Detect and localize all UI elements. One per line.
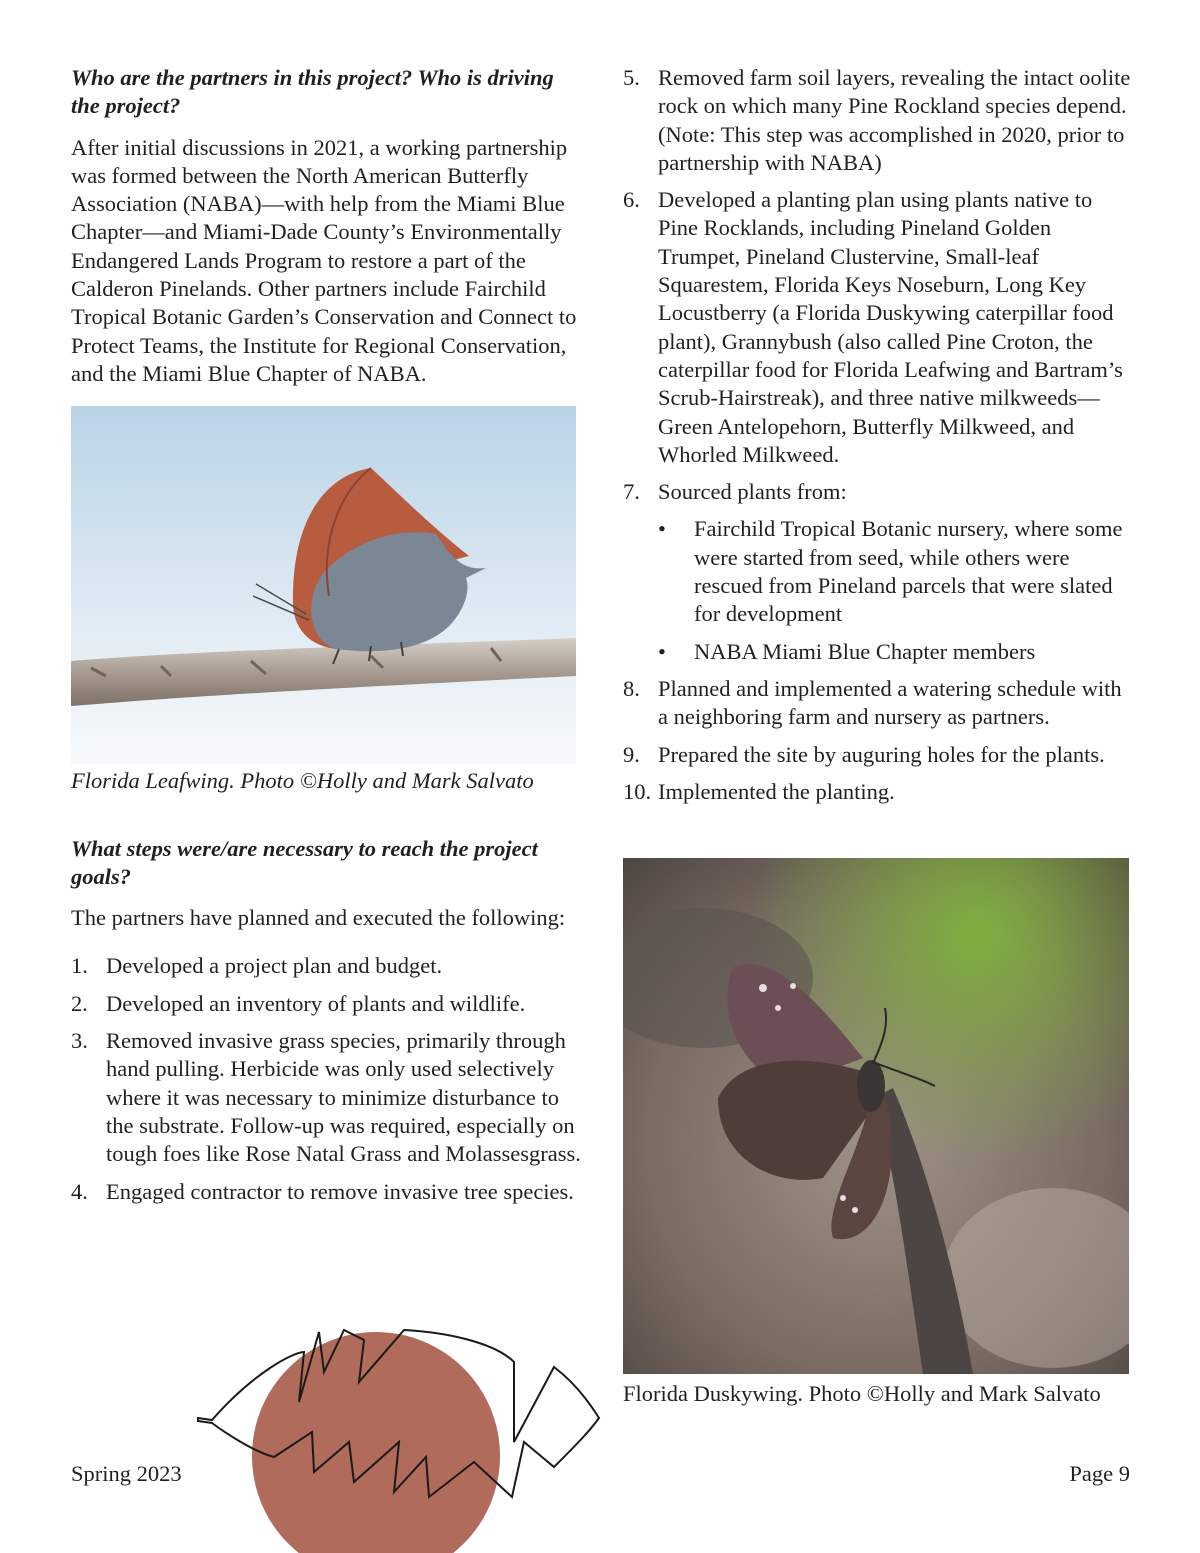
steps-heading: What steps were/are necessary to reach the project goals? xyxy=(71,835,538,889)
steps-list-part2 xyxy=(623,64,1135,806)
duskywing-image xyxy=(623,858,1129,1374)
step-item: 2. Developed an inventory of plants and wildlife. xyxy=(71,990,526,1016)
source-item: • NABA Miami Blue Chapter members xyxy=(658,638,1036,664)
leafwing-caption: Florida Leafwing. Photo ©Holly and Mark Salvato xyxy=(71,768,534,794)
right-column xyxy=(623,64,1135,815)
step-item: 1. Developed a project plan and budget. xyxy=(71,953,443,979)
step-item: 6. Developed a planting plan using plants native to Pine Rocklands, including Pineland Golden Trumpet, Pineland Clustervine, Small-leaf Squarestem, Florida Keys Noseburn, Long Key Locustberry (a Florida Duskywing caterpillar food plant), Grannybush (also called Pine Croton, the caterpillar food for Florida Leafwing and Bartram’s Scrub-Hairstreak), and three native milkweeds—Green Antelopehorn, Butterfly Milkweed, and Whorled Milkweed. xyxy=(623,187,1123,467)
left-column xyxy=(71,64,581,1215)
leafwing-image xyxy=(71,406,576,764)
steps-intro: The partners have planned and executed the following: xyxy=(71,905,566,931)
step-item: 8. Planned and implemented a watering schedule with a neighboring farm and nursery as partners. xyxy=(623,675,1122,730)
florida-duskywing-photo xyxy=(623,858,1129,1374)
step-item: 5. Removed farm soil layers, revealing the intact oolite rock on which many Pine Rockland species depend. (Note: This step was accomplished in 2020, prior to partnership with NABA) xyxy=(623,65,1131,175)
logo-circle xyxy=(252,1332,500,1553)
partners-heading: Who are the partners in this project? Who is driving the project? xyxy=(71,65,554,119)
step-item: 7. Sourced plants from: • Fairchild Tropical Botanic nursery, where some were started from seed, while others were rescued from Pineland parcels that were slated for development • NABA Miami Blue Chapter members xyxy=(623,478,1135,666)
butterfly-logo xyxy=(194,1322,604,1553)
partners-paragraph: After initial discussions in 2021, a working partnership was formed between the North American Butterfly Association (NABA)—with help from the Miami Blue Chapter—and Miami-Dade County’s Environmentally Endangered Lands Program to restore a part of the Calderon Pinelands. Other partners include Fairchild Tropical Botanic Garden’s Conservation and Connect to Protect Teams, the Institute for Regional Conservation, and the Miami Blue Chapter of NABA. xyxy=(71,134,577,386)
source-item: • Fairchild Tropical Botanic nursery, where some were started from seed, while others were rescued from Pineland parcels that were slated for development xyxy=(658,516,1123,627)
footer-issue: Spring 2023 xyxy=(71,1461,182,1486)
plant-sources-list xyxy=(658,515,1135,665)
step-item: 4. Engaged contractor to remove invasive tree species. xyxy=(71,1178,574,1204)
step-item: 10. Implemented the planting. xyxy=(623,778,895,804)
footer-page-number: Page 9 xyxy=(1069,1461,1130,1486)
florida-leafwing-photo xyxy=(71,406,576,764)
step-item: 9. Prepared the site by auguring holes for the plants. xyxy=(623,741,1105,767)
steps-list-part1 xyxy=(71,952,581,1205)
duskywing-caption: Florida Duskywing. Photo ©Holly and Mark Salvato xyxy=(623,1381,1101,1406)
step-item: 3. Removed invasive grass species, primarily through hand pulling. Herbicide was only used selectively where it was necessary to minimize disturbance to the substrate. Follow-up was required, especially on tough foes like Rose Natal Grass and Molassesgrass. xyxy=(71,1028,581,1167)
